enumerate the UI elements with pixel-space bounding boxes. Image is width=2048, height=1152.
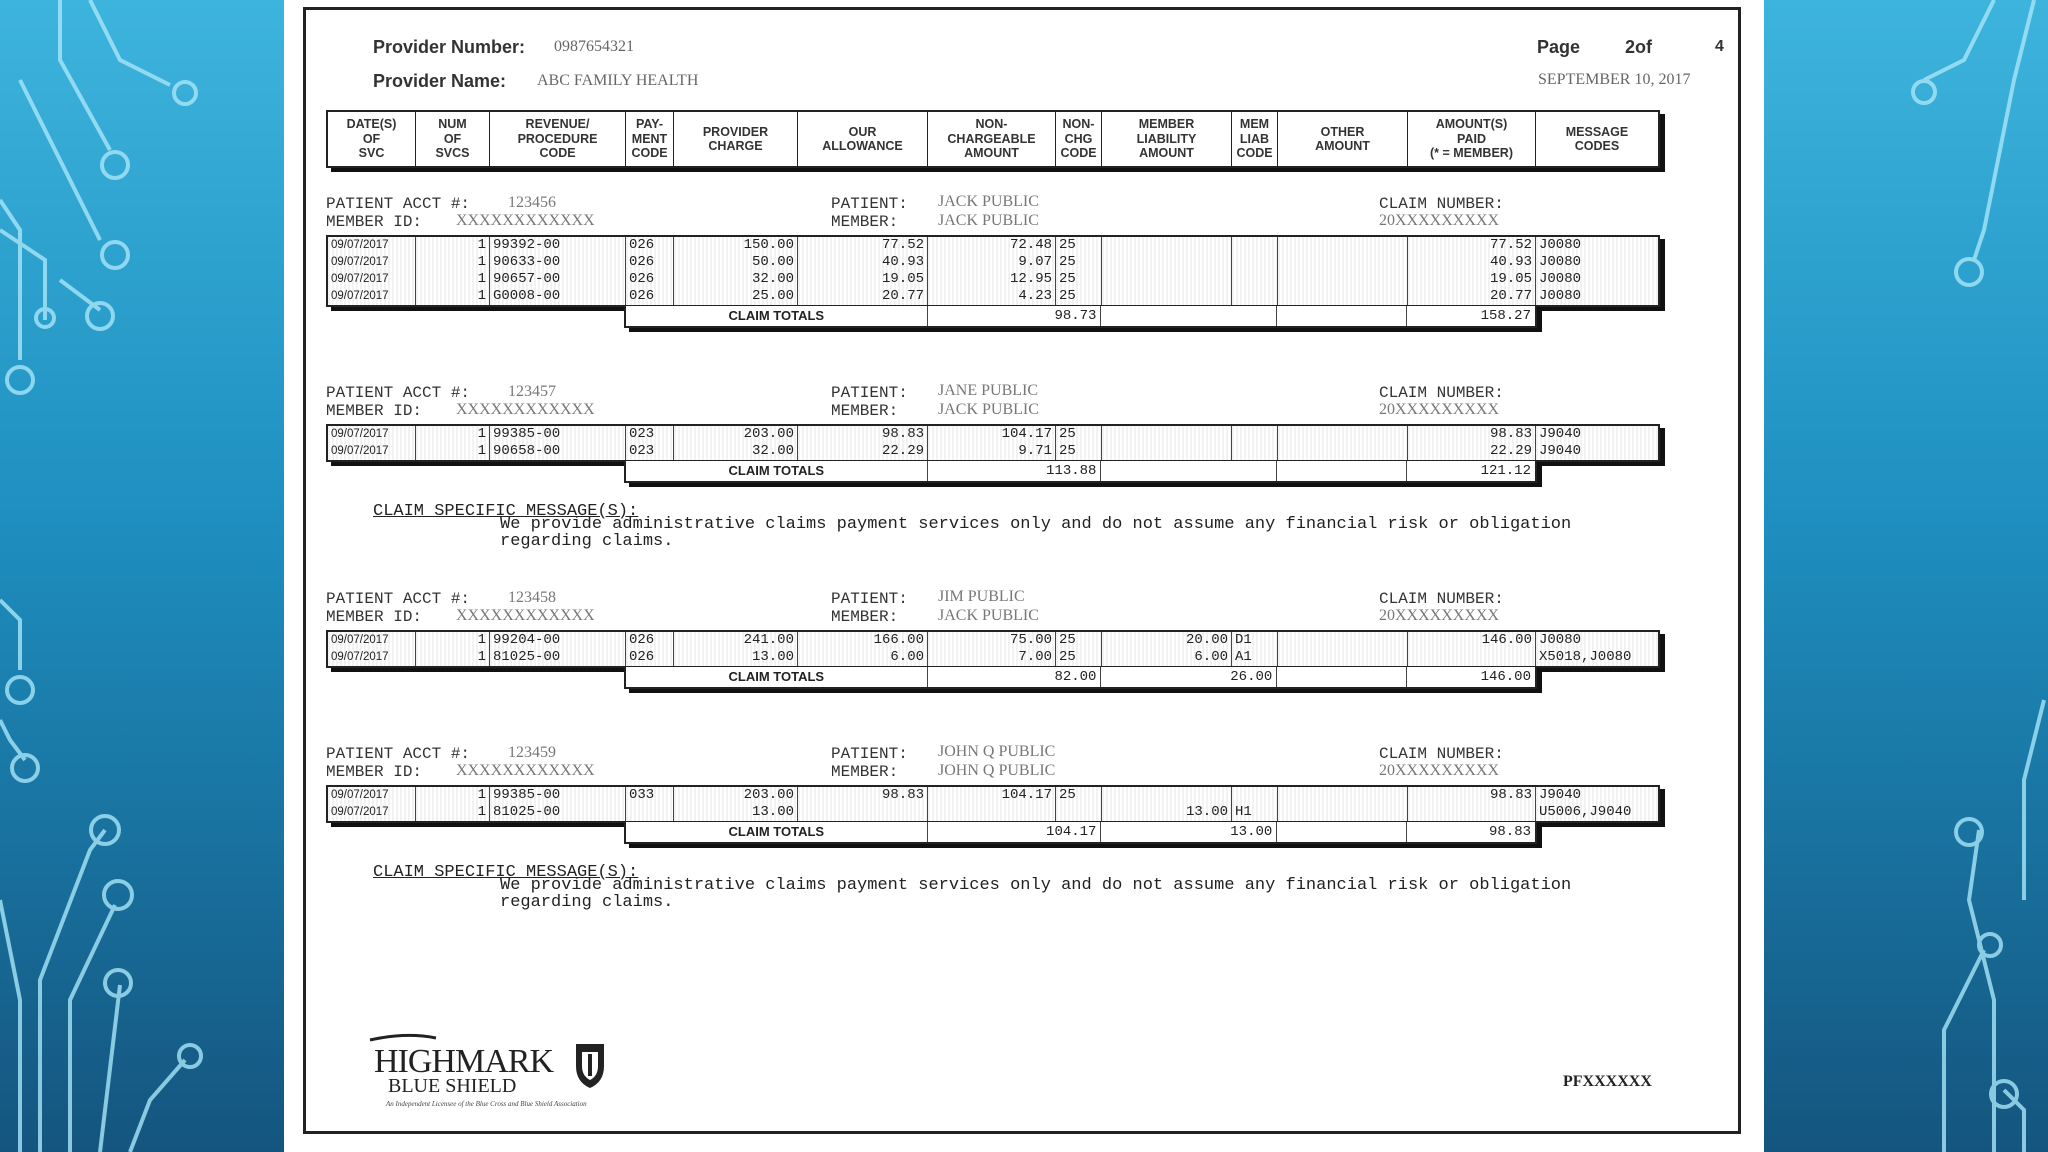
cell-other [1278, 787, 1408, 804]
claim-header [326, 743, 1726, 783]
cell-msg: J0080 [1536, 237, 1658, 254]
cell-num: 1 [416, 649, 490, 666]
page-current: 2of [1625, 37, 1652, 57]
claim-number-label: CLAIM NUMBER: [1379, 590, 1504, 608]
cell-other [1278, 271, 1408, 288]
page-label: Page [1537, 37, 1581, 57]
table-row [328, 632, 1658, 649]
table-row [328, 443, 1658, 460]
cell-msg: J0080 [1536, 271, 1658, 288]
member-label: MEMBER: [831, 213, 899, 231]
cell-nccode: 25 [1056, 632, 1102, 649]
cell-date: 09/07/2017 [328, 426, 416, 443]
claim-number-value: 20XXXXXXXXX [1379, 607, 1499, 624]
cell-date: 09/07/2017 [328, 237, 416, 254]
cell-pay: 023 [626, 443, 674, 460]
cell-charge: 241.00 [674, 632, 798, 649]
cell-other [1278, 632, 1408, 649]
cell-num: 1 [416, 787, 490, 804]
cell-paid: 40.93 [1408, 254, 1536, 271]
cell-charge: 150.00 [674, 237, 798, 254]
cell-msg: J9040 [1536, 426, 1658, 443]
provider-number-label: Provider Number: [373, 37, 526, 57]
claim-message-title: CLAIM SPECIFIC MESSAGE(S): [373, 502, 639, 521]
cell-nonchg: 104.17 [928, 787, 1056, 804]
cell-msg: J0080 [1536, 632, 1658, 649]
cell-allow: 98.83 [798, 426, 928, 443]
cell-allow: 40.93 [798, 254, 928, 271]
cell-allow [798, 804, 928, 821]
cell-nonchg: 4.23 [928, 288, 1056, 305]
cell-code: 81025-00 [490, 649, 626, 666]
cell-memliab [1102, 426, 1232, 443]
cell-charge: 13.00 [674, 649, 798, 666]
patient-acct-label: PATIENT ACCT #: [326, 590, 471, 608]
cell-pay [626, 804, 674, 821]
claim-line-grid [326, 785, 1660, 823]
cell-mlcode [1232, 426, 1278, 443]
column-header: PROVIDER CHARGE [674, 112, 798, 166]
cell-mlcode [1232, 787, 1278, 804]
cell-memliab: 20.00 [1102, 632, 1232, 649]
total-nonchargeable: 82.00 [928, 667, 1102, 687]
cell-other [1278, 254, 1408, 271]
patient-value: JIM PUBLIC [938, 588, 1025, 605]
cell-charge: 203.00 [674, 787, 798, 804]
total-nonchargeable: 104.17 [928, 822, 1102, 842]
cell-memliab [1102, 254, 1232, 271]
cell-nccode: 25 [1056, 271, 1102, 288]
member-value: JACK PUBLIC [938, 401, 1039, 418]
table-row [328, 426, 1658, 443]
cell-pay: 023 [626, 426, 674, 443]
provider-number-value: 0987654321 [554, 38, 634, 55]
remittance-document [303, 7, 1741, 1134]
cell-date: 09/07/2017 [328, 271, 416, 288]
claim-totals-label: CLAIM TOTALS [626, 306, 928, 326]
column-header: MEM LIAB CODE [1232, 112, 1278, 166]
column-header: AMOUNT(S) PAID (* = MEMBER) [1408, 112, 1536, 166]
member-value: JACK PUBLIC [938, 212, 1039, 229]
patient-acct-label: PATIENT ACCT #: [326, 384, 471, 402]
cell-memliab [1102, 237, 1232, 254]
claim-number-label: CLAIM NUMBER: [1379, 384, 1504, 402]
cell-paid: 77.52 [1408, 237, 1536, 254]
cell-paid: 20.77 [1408, 288, 1536, 305]
svg-text:BLUE SHIELD: BLUE SHIELD [388, 1075, 517, 1097]
member-id-value: XXXXXXXXXXXX [456, 401, 595, 418]
cell-nonchg: 72.48 [928, 237, 1056, 254]
column-header: DATE(S) OF SVC [328, 112, 416, 166]
cell-nccode: 25 [1056, 288, 1102, 305]
patient-value: JACK PUBLIC [938, 193, 1039, 210]
svg-text:An Independent Licensee of the: An Independent Licensee of the Blue Cross and Blue Shield Association [386, 1100, 587, 1108]
claim-totals-bar [624, 821, 1537, 844]
member-id-label: MEMBER ID: [326, 763, 423, 781]
cell-num: 1 [416, 804, 490, 821]
cell-msg: J9040 [1536, 443, 1658, 460]
claim-number-value: 20XXXXXXXXX [1379, 762, 1499, 779]
claim-totals-label: CLAIM TOTALS [626, 667, 928, 687]
cell-num: 1 [416, 271, 490, 288]
patient-acct-value: 123457 [508, 383, 556, 400]
total-member-liability [1101, 461, 1277, 481]
total-member-liability: 13.00 [1101, 822, 1277, 842]
highmark-logo [366, 1032, 666, 1112]
patient-acct-value: 123456 [508, 194, 556, 211]
cell-memliab: 6.00 [1102, 649, 1232, 666]
cell-charge: 203.00 [674, 426, 798, 443]
cell-code: 99385-00 [490, 787, 626, 804]
member-id-label: MEMBER ID: [326, 402, 423, 420]
claim-totals-label: CLAIM TOTALS [626, 822, 928, 842]
left-decor-panel [0, 0, 284, 1152]
cell-mlcode [1232, 237, 1278, 254]
patient-label: PATIENT: [831, 195, 908, 213]
cell-paid: 146.00 [1408, 632, 1536, 649]
cell-paid: 98.83 [1408, 787, 1536, 804]
total-other [1277, 822, 1407, 842]
cell-paid [1408, 804, 1536, 821]
total-paid: 146.00 [1480, 669, 1531, 685]
cell-msg: X5018,J0080 [1536, 649, 1658, 666]
cell-code: 99392-00 [490, 237, 626, 254]
patient-value: JOHN Q PUBLIC [938, 743, 1056, 760]
claim-message-body: We provide administrative claims payment services only and do not assume any financial risk or obligation regarding claims. [500, 515, 1572, 551]
cell-nccode: 25 [1056, 443, 1102, 460]
patient-acct-label: PATIENT ACCT #: [326, 745, 471, 763]
cell-charge: 25.00 [674, 288, 798, 305]
cell-pay: 033 [626, 787, 674, 804]
cell-pay: 026 [626, 271, 674, 288]
column-header-bar [326, 110, 1660, 168]
patient-label: PATIENT: [831, 384, 908, 402]
total-other [1277, 306, 1407, 326]
cell-num: 1 [416, 632, 490, 649]
cell-memliab [1102, 288, 1232, 305]
claim-header [326, 588, 1726, 628]
column-header: NUM OF SVCS [416, 112, 490, 166]
cell-nonchg: 9.07 [928, 254, 1056, 271]
cell-paid [1408, 649, 1536, 666]
cell-allow: 20.77 [798, 288, 928, 305]
claim-message-body: We provide administrative claims payment services only and do not assume any financial risk or obligation regarding claims. [500, 876, 1572, 912]
member-value: JOHN Q PUBLIC [938, 762, 1056, 779]
cell-pay: 026 [626, 237, 674, 254]
cell-code: 90633-00 [490, 254, 626, 271]
total-other [1277, 667, 1407, 687]
cell-paid: 19.05 [1408, 271, 1536, 288]
cell-mlcode [1232, 254, 1278, 271]
claim-totals-bar [624, 460, 1537, 483]
cell-allow: 19.05 [798, 271, 928, 288]
total-member-liability: 26.00 [1101, 667, 1277, 687]
table-row [328, 271, 1658, 288]
cell-other [1278, 426, 1408, 443]
column-header: MESSAGE CODES [1565, 124, 1629, 153]
cell-code: 81025-00 [490, 804, 626, 821]
cell-allow: 98.83 [798, 787, 928, 804]
column-header: OTHER AMOUNT [1278, 112, 1408, 166]
member-id-label: MEMBER ID: [326, 608, 423, 626]
cell-charge: 50.00 [674, 254, 798, 271]
cell-date: 09/07/2017 [328, 254, 416, 271]
cell-msg: J0080 [1536, 254, 1658, 271]
cell-nccode: 25 [1056, 237, 1102, 254]
cell-nonchg: 9.71 [928, 443, 1056, 460]
cell-date: 09/07/2017 [328, 649, 416, 666]
cell-num: 1 [416, 288, 490, 305]
cell-pay: 026 [626, 254, 674, 271]
statement-date: SEPTEMBER 10, 2017 [1538, 71, 1691, 88]
cell-nccode: 25 [1056, 254, 1102, 271]
cell-other [1278, 443, 1408, 460]
claim-number-value: 20XXXXXXXXX [1379, 212, 1499, 229]
cell-memliab: 13.00 [1102, 804, 1232, 821]
page-total: 4 [1715, 38, 1724, 55]
cell-charge: 32.00 [674, 443, 798, 460]
circuit-decoration-left [0, 0, 284, 1152]
cell-allow: 77.52 [798, 237, 928, 254]
cell-nccode: 25 [1056, 787, 1102, 804]
provider-name-value: ABC FAMILY HEALTH [537, 72, 699, 89]
total-nonchargeable: 98.73 [928, 306, 1102, 326]
cell-allow: 6.00 [798, 649, 928, 666]
column-header: PAY- MENT CODE [626, 112, 674, 166]
column-header: MEMBER LIABILITY AMOUNT [1102, 112, 1232, 166]
total-nonchargeable: 113.88 [928, 461, 1102, 481]
claim-line-grid [326, 630, 1660, 668]
cell-mlcode: A1 [1232, 649, 1278, 666]
cell-pay: 026 [626, 632, 674, 649]
cell-msg: J9040 [1536, 787, 1658, 804]
total-paid: 98.83 [1488, 824, 1531, 840]
total-other [1277, 461, 1407, 481]
cell-charge: 32.00 [674, 271, 798, 288]
cell-date: 09/07/2017 [328, 443, 416, 460]
cell-nccode [1056, 804, 1102, 821]
cell-nonchg: 12.95 [928, 271, 1056, 288]
cell-code: G0008-00 [490, 288, 626, 305]
cell-memliab [1102, 443, 1232, 460]
cell-paid: 98.83 [1408, 426, 1536, 443]
cell-date: 09/07/2017 [328, 787, 416, 804]
claim-number-label: CLAIM NUMBER: [1379, 195, 1504, 213]
cell-code: 90658-00 [490, 443, 626, 460]
column-header: NON- CHG CODE [1056, 112, 1102, 166]
patient-acct-value: 123459 [508, 744, 556, 761]
right-decor-panel [1764, 0, 2048, 1152]
claim-header [326, 193, 1726, 233]
member-id-value: XXXXXXXXXXXX [456, 212, 595, 229]
member-id-label: MEMBER ID: [326, 213, 423, 231]
claim-line-grid [326, 235, 1660, 307]
claim-totals-label: CLAIM TOTALS [626, 461, 928, 481]
cell-msg: J0080 [1536, 288, 1658, 305]
circuit-decoration-right [1764, 0, 2048, 1152]
claim-number-label: CLAIM NUMBER: [1379, 745, 1504, 763]
column-header: REVENUE/ PROCEDURE CODE [490, 112, 626, 166]
provider-name-label: Provider Name: [373, 71, 507, 91]
cell-num: 1 [416, 426, 490, 443]
claim-header [326, 382, 1726, 422]
cell-msg: U5006,J9040 [1536, 804, 1658, 821]
cell-memliab [1102, 271, 1232, 288]
cell-other [1278, 237, 1408, 254]
cell-paid: 22.29 [1408, 443, 1536, 460]
cell-code: 99385-00 [490, 426, 626, 443]
cell-mlcode: H1 [1232, 804, 1278, 821]
cell-code: 90657-00 [490, 271, 626, 288]
cell-mlcode [1232, 288, 1278, 305]
member-label: MEMBER: [831, 608, 899, 626]
total-paid: 121.12 [1480, 463, 1531, 479]
patient-value: JANE PUBLIC [938, 382, 1039, 399]
table-row [328, 649, 1658, 666]
table-row [328, 237, 1658, 254]
patient-label: PATIENT: [831, 590, 908, 608]
claim-message-title: CLAIM SPECIFIC MESSAGE(S): [373, 863, 639, 882]
column-header: OUR ALLOWANCE [798, 112, 928, 166]
cell-other [1278, 649, 1408, 666]
cell-date: 09/07/2017 [328, 632, 416, 649]
cell-nonchg: 104.17 [928, 426, 1056, 443]
cell-nonchg: 75.00 [928, 632, 1056, 649]
cell-code: 99204-00 [490, 632, 626, 649]
patient-label: PATIENT: [831, 745, 908, 763]
patient-acct-value: 123458 [508, 589, 556, 606]
claim-line-grid [326, 424, 1660, 462]
cell-nonchg: 7.00 [928, 649, 1056, 666]
column-header: NON- CHARGEABLE AMOUNT [928, 112, 1056, 166]
cell-pay: 026 [626, 649, 674, 666]
cell-allow: 166.00 [798, 632, 928, 649]
highmark-logo-graphic [366, 1032, 666, 1112]
patient-acct-label: PATIENT ACCT #: [326, 195, 471, 213]
cell-date: 09/07/2017 [328, 288, 416, 305]
cell-other [1278, 804, 1408, 821]
member-label: MEMBER: [831, 402, 899, 420]
claim-totals-bar [624, 305, 1537, 328]
svg-text:HIGHMARK: HIGHMARK [374, 1043, 553, 1080]
cell-other [1278, 288, 1408, 305]
cell-nccode: 25 [1056, 426, 1102, 443]
cell-mlcode [1232, 443, 1278, 460]
total-paid: 158.27 [1480, 308, 1531, 324]
cell-nccode: 25 [1056, 649, 1102, 666]
cell-pay: 026 [626, 288, 674, 305]
cell-allow: 22.29 [798, 443, 928, 460]
table-row [328, 787, 1658, 804]
cell-memliab [1102, 787, 1232, 804]
cell-charge: 13.00 [674, 804, 798, 821]
table-row [328, 288, 1658, 305]
total-member-liability [1101, 306, 1277, 326]
cell-date: 09/07/2017 [328, 804, 416, 821]
cell-mlcode [1232, 271, 1278, 288]
member-id-value: XXXXXXXXXXXX [456, 762, 595, 779]
cell-num: 1 [416, 254, 490, 271]
cell-nonchg [928, 804, 1056, 821]
claim-number-value: 20XXXXXXXXX [1379, 401, 1499, 418]
cell-mlcode: D1 [1232, 632, 1278, 649]
member-value: JACK PUBLIC [938, 607, 1039, 624]
member-label: MEMBER: [831, 763, 899, 781]
form-id: PFXXXXXX [1563, 1073, 1652, 1090]
table-row [328, 254, 1658, 271]
cell-num: 1 [416, 443, 490, 460]
claim-totals-bar [624, 666, 1537, 689]
cell-num: 1 [416, 237, 490, 254]
member-id-value: XXXXXXXXXXXX [456, 607, 595, 624]
table-row [328, 804, 1658, 821]
